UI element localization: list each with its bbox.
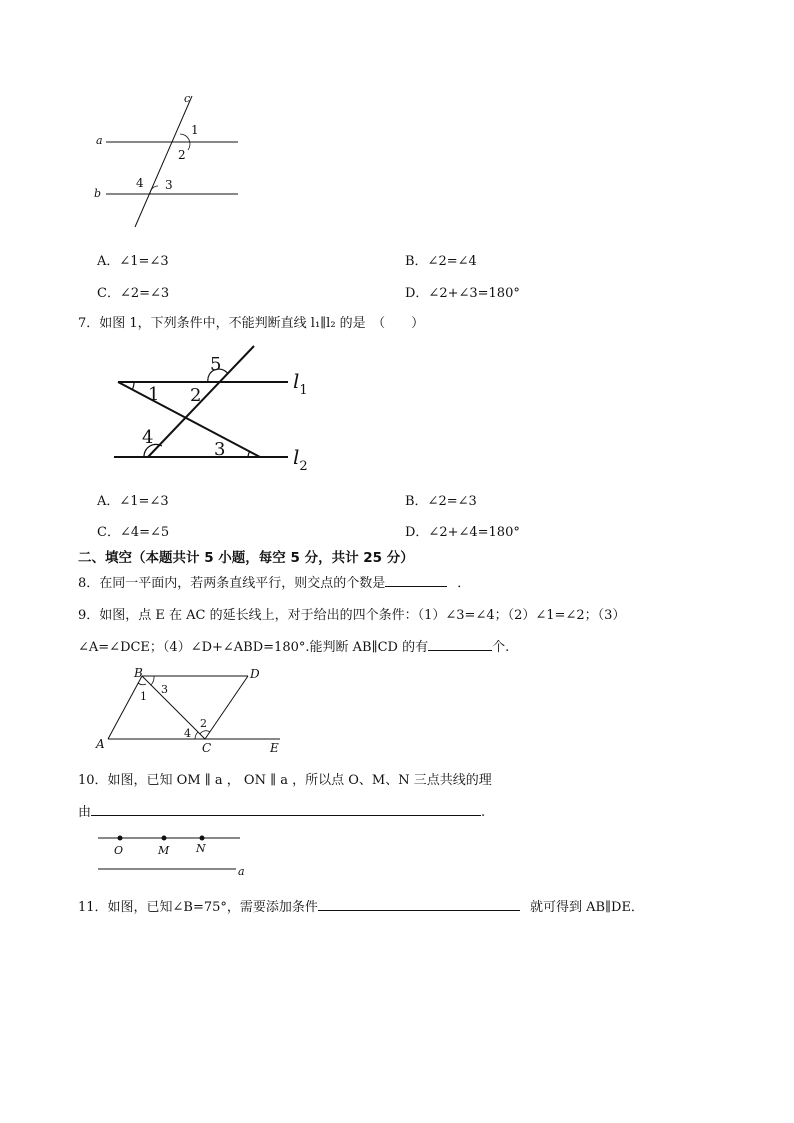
q7-option-d: D．∠2+∠4=180°	[405, 525, 520, 540]
label-B: B	[134, 666, 143, 680]
q9-line1: 9．如图，点 E 在 AC 的延长线上，对于给出的四个条件：（1）∠3=∠4；（2）∠1=∠2；（3）	[78, 608, 626, 623]
q7-option-b: B．∠2=∠3	[405, 494, 477, 509]
q10-line2-suffix: .	[481, 805, 486, 820]
angle-arc-3	[151, 676, 154, 685]
label-c: c	[184, 92, 191, 105]
q8-suffix: ．	[457, 576, 471, 591]
label-l2: $l_2$	[293, 445, 308, 474]
q9-figure	[90, 664, 290, 756]
q6-option-a: A．∠1=∠3	[97, 254, 169, 269]
label-O: O	[114, 844, 124, 857]
label-a: a	[238, 865, 245, 878]
label-D: D	[250, 667, 260, 681]
point-O	[118, 836, 123, 841]
segment-BC	[142, 676, 205, 739]
q7-figure	[108, 340, 328, 475]
q6-figure	[88, 90, 248, 230]
section-heading: 二、填空（本题共计 5 小题，每空 5 分，共计 25 分）	[78, 550, 414, 566]
q8-prefix: 8．在同一平面内，若两条直线平行，则交点的个数是	[78, 576, 386, 591]
label-1: 1	[148, 384, 160, 405]
label-2: 2	[190, 385, 202, 406]
label-a: a	[96, 134, 103, 147]
q7-option-c: C．∠4=∠5	[97, 525, 170, 540]
angle-arc-1	[138, 683, 146, 685]
label-4: 4	[184, 727, 191, 740]
label-4: 4	[142, 427, 154, 448]
q6-option-d: D．∠2+∠3=180°	[405, 286, 520, 301]
label-b: b	[94, 187, 102, 200]
transversal-cross	[118, 382, 260, 457]
label-3: 3	[161, 683, 168, 696]
q7-option-a: A．∠1=∠3	[97, 494, 169, 509]
q6-option-b: B．∠2=∠4	[405, 254, 477, 269]
q9-line2-prefix: ∠A=∠DCE；（4）∠D+∠ABD=180°.能判断 AB∥CD 的有	[78, 640, 429, 655]
label-1: 1	[140, 690, 147, 703]
q9-line2	[78, 636, 509, 655]
q11-prefix: 11．如图，已知∠B=75°，需要添加条件	[78, 900, 318, 915]
q11-line	[78, 896, 644, 915]
q6-option-c: C．∠2=∠3	[97, 286, 170, 301]
point-M	[162, 836, 167, 841]
q10-line1: 10．如图，已知 OM ∥ a ， ON ∥ a ，所以点 O、M、N 三点共线的理	[78, 773, 492, 788]
q11-suffix: 就可得到 AB∥DE．	[529, 900, 644, 915]
label-2: 2	[200, 717, 207, 730]
q11-answer-blank[interactable]	[318, 896, 520, 911]
label-N: N	[196, 842, 206, 855]
label-5: 5	[210, 354, 222, 375]
label-3: 3	[165, 178, 173, 192]
q10-answer-blank[interactable]	[91, 801, 481, 816]
q9-line2-suffix: 个.	[492, 640, 510, 655]
label-A: A	[96, 737, 105, 751]
angle-arc-4	[195, 732, 198, 739]
label-4: 4	[136, 176, 144, 190]
q8-line	[78, 572, 470, 591]
angle-arc-4	[150, 186, 158, 194]
label-2: 2	[178, 148, 186, 162]
q10-line2-prefix: 由	[78, 805, 92, 820]
q10-figure	[90, 828, 260, 880]
label-E: E	[270, 741, 279, 755]
segment-AB	[108, 676, 142, 739]
q7-stem: 7．如图 1，下列条件中，不能判断直线 l₁∥l₂ 的是 （ ）	[78, 316, 425, 331]
label-C: C	[202, 741, 212, 755]
segment-CD	[205, 676, 248, 739]
label-l1: $l_1$	[293, 369, 308, 398]
q10-line2	[78, 801, 485, 820]
angle-arc-1	[132, 382, 134, 390]
q9-answer-blank[interactable]	[428, 636, 492, 651]
label-M: M	[158, 844, 170, 857]
label-1: 1	[191, 123, 199, 137]
label-3: 3	[214, 439, 226, 460]
q8-answer-blank[interactable]	[385, 572, 447, 587]
point-N	[200, 836, 205, 841]
